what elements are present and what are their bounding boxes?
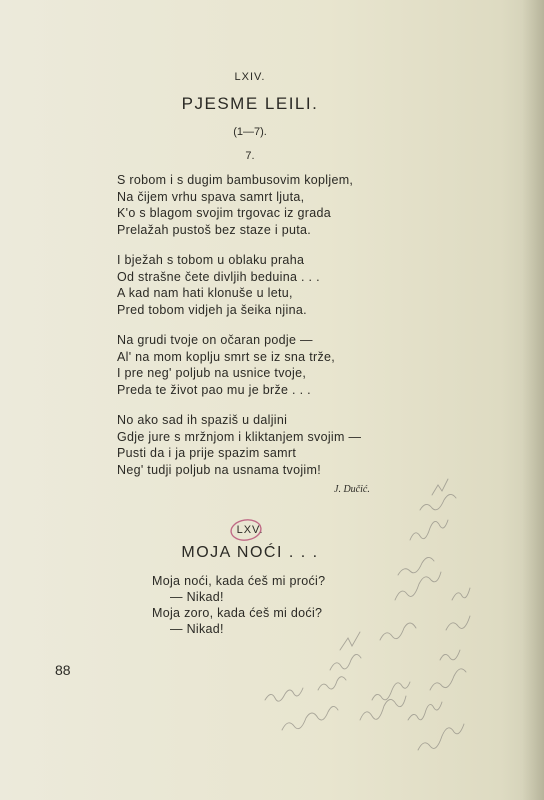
section-subtitle: (1—7). bbox=[233, 126, 267, 138]
stanza-line: Pred tobom vidjeh ja šeika njina. bbox=[117, 302, 307, 317]
poem-part-number: 7. bbox=[245, 150, 255, 162]
stanza-3 bbox=[117, 332, 417, 398]
author-signature: J. Dučić. bbox=[334, 484, 370, 495]
poem-moja-noci bbox=[152, 573, 412, 637]
stanza-4 bbox=[117, 412, 417, 478]
section-title-pjesme-leili: PJESME LEILI. bbox=[181, 94, 319, 113]
stanza-line: Al' na mom koplju smrt se iz sna trže, bbox=[117, 349, 336, 364]
stanza-2 bbox=[117, 252, 417, 318]
stanza-line: S robom i s dugim bambusovim kopljem, bbox=[117, 173, 354, 187]
stanza-line: Preda te život pao mu je brže . . . bbox=[117, 382, 311, 397]
stanza-line: Na čijem vrhu spava samrt ljuta, bbox=[117, 189, 305, 204]
page-edge-shadow bbox=[522, 0, 544, 800]
poem-line: — Nikad! bbox=[170, 622, 224, 636]
stanza-line: Od strašne čete divljih beduina . . . bbox=[117, 269, 320, 284]
stanza-line: Prelažah pustoš bez staze i puta. bbox=[117, 222, 312, 237]
section-number-lxv: LXV. bbox=[236, 524, 264, 536]
stanza-line: Gdje jure s mržnjom i kliktanjem svojim — bbox=[117, 429, 362, 444]
stanza-line: Pusti da i ja prije spazim samrt bbox=[117, 446, 297, 460]
stanza-line: Na grudi tvoje on očaran podje — bbox=[117, 333, 313, 347]
section-number-lxiv: LXIV. bbox=[234, 71, 266, 83]
stanza-line: No ako sad ih spaziš u daljini bbox=[117, 413, 288, 427]
stanza-1 bbox=[117, 172, 417, 238]
stanza-line: I pre neg' poljub na usnice tvoje, bbox=[117, 366, 307, 380]
stanza-line: I bježah s tobom u oblaku praha bbox=[117, 253, 305, 267]
poem-line: Moja noći, kada ćeš mi proći? bbox=[152, 574, 326, 588]
stanza-line: K'o s blagom svojim trgovac iz grada bbox=[117, 206, 331, 220]
page-number: 88 bbox=[55, 662, 71, 678]
poem-line: Moja zoro, kada ćeš mi doći? bbox=[152, 606, 323, 620]
poem-line: — Nikad! bbox=[170, 590, 224, 604]
section-title-moja-noci: MOJA NOĆI . . . bbox=[181, 544, 319, 561]
stanza-line: Neg' tudji poljub na usnama tvojim! bbox=[117, 462, 321, 477]
stanza-line: A kad nam hati klonuše u letu, bbox=[117, 286, 293, 300]
